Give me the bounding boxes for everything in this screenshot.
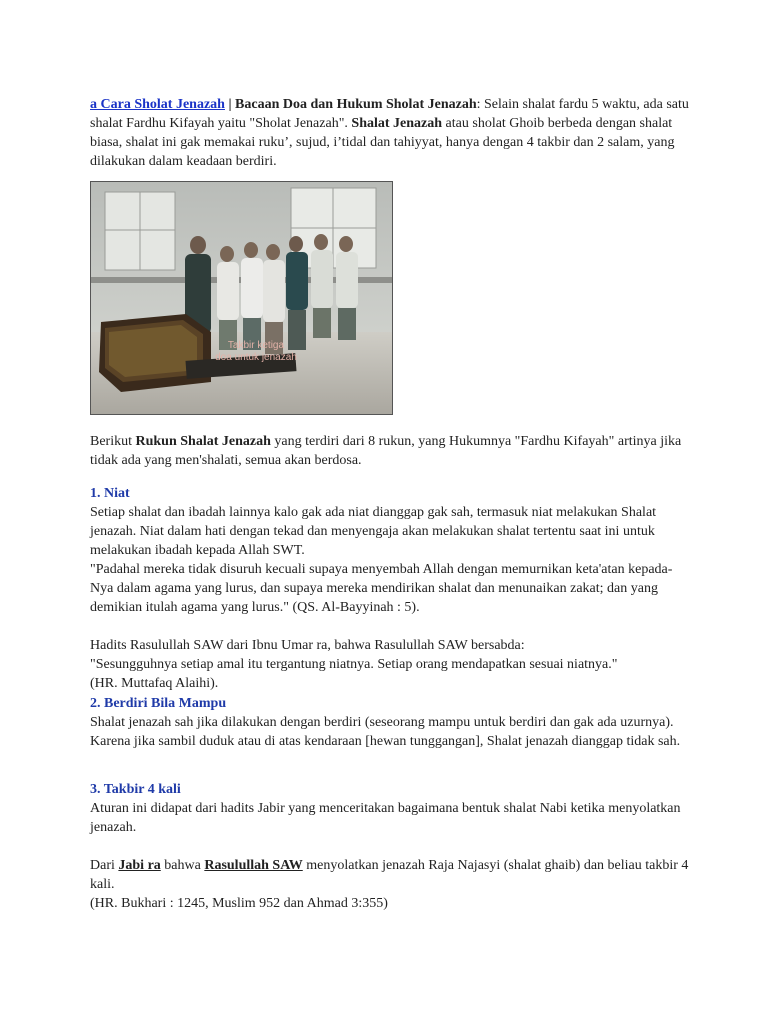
- takbir-dari-mid: bahwa: [160, 858, 205, 873]
- article-link[interactable]: a Cara Sholat Jenazah: [90, 97, 225, 112]
- niat-hadith-quote: "Sesungguhnya setiap amal itu tergantung niatnya. Setiap orang mendapatkan sesuai niatnya.": [90, 657, 618, 672]
- photo-illustration: [91, 182, 392, 414]
- intro-text-2: atau sholat Ghoib berbeda dengan shalat biasa, shalat ini gak memakai ruku’, sujud, i’tidal dan tahiyyat, hanya dengan 4 takbir dan 2 salam, yang dilakukan dalam keadaan berdiri.: [90, 116, 675, 169]
- photo-caption-line2: doa untuk jenazah: [215, 352, 297, 363]
- section-takbir: [90, 780, 690, 913]
- rukun-post: yang terdiri dari 8 rukun, yang Hukumnya "Fardhu Kifayah" artinya jika tidak ada yang men'shalati, semua akan berdosa.: [90, 434, 682, 468]
- niat-paragraph-1: Setiap shalat dan ibadah lainnya kalo gak ada niat dianggap gak sah, termasuk niat melakukan Shalat jenazah. Niat dalam hati dengan tekad dan menyengaja akan melakukan shalat tertentu saat ini untuk melakukan ibadah kepada Allah SWT.: [90, 505, 657, 558]
- takbir-dari-post: menyolatkan jenazah Raja Najasyi (shalat ghaib) dan beliau takbir 4 kali.: [90, 858, 689, 892]
- takbir-dari-pre: Dari: [90, 858, 119, 873]
- intro-paragraph: [90, 95, 690, 171]
- funeral-prayer-photo: [90, 181, 393, 415]
- intro-text-1: : Selain shalat fardu 5 waktu, ada satu shalat Fardhu Kifayah yaitu "Sholat Jenazah".: [90, 97, 689, 131]
- section-heading-berdiri: 2. Berdiri Bila Mampu: [90, 696, 227, 711]
- rukun-pre: Berikut: [90, 434, 136, 449]
- section-heading-niat: 1. Niat: [90, 486, 130, 501]
- takbir-ref: (HR. Bukhari : 1245, Muslim 952 dan Ahmad 3:355): [90, 896, 388, 911]
- takbir-dari-paragraph: [90, 856, 690, 894]
- rasulullah-name: Rasulullah SAW: [204, 858, 303, 873]
- section-berdiri: [90, 694, 690, 751]
- rukun-bold: Rukun Shalat Jenazah: [135, 434, 271, 449]
- section-niat: [90, 484, 690, 693]
- jabir-name: Jabi ra: [118, 858, 161, 873]
- takbir-paragraph: Aturan ini didapat dari hadits Jabir yang menceritakan bagaimana bentuk shalat Nabi ketika menyolatkan jenazah.: [90, 801, 681, 835]
- title-separator: |: [224, 97, 236, 112]
- photo-caption-line1: Takbir ketiga: [227, 340, 285, 351]
- section-heading-takbir: 3. Takbir 4 kali: [90, 782, 181, 797]
- rukun-paragraph: [90, 432, 690, 470]
- intro-bold-term: Shalat Jenazah: [351, 116, 443, 131]
- niat-hadith-ref: (HR. Muttafaq Alaihi).: [90, 676, 219, 691]
- niat-hadith-intro: Hadits Rasulullah SAW dari Ibnu Umar ra, bahwa Rasulullah SAW bersabda:: [90, 638, 525, 653]
- article-title: Bacaan Doa dan Hukum Sholat Jenazah: [235, 97, 477, 112]
- berdiri-paragraph: Shalat jenazah sah jika dilakukan dengan berdiri (seseorang mampu untuk berdiri dan gak ada uzurnya). Karena jika sambil duduk atau di atas kendaraan [hewan tunggangan], Shalat jenazah dianggap tidak sah.: [90, 715, 681, 749]
- niat-quote: "Padahal mereka tidak disuruh kecuali supaya menyembah Allah dengan memurnikan keta'atan kepada-Nya dalam agama yang lurus, dan supaya mereka mendirikan shalat dan menunaikan zakat; dan yang demikian itulah agama yang lurus." (QS. Al-Bayyinah : 5).: [90, 562, 673, 615]
